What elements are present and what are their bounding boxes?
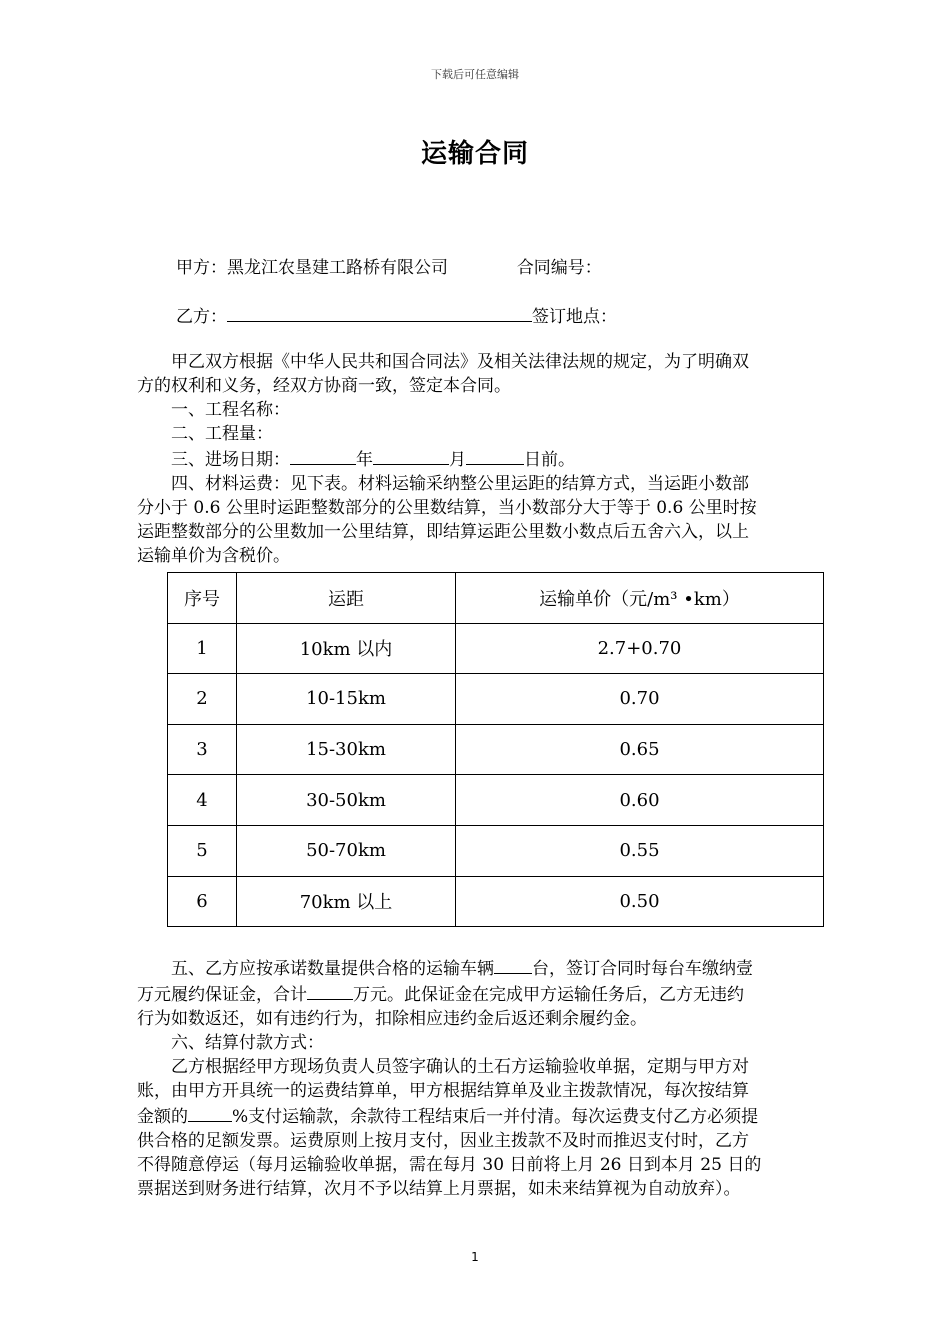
deposit-total-blank[interactable] [307, 981, 353, 1000]
item-freight-line-3: 运距整数部分的公里数加一公里结算，即结算运距公里数小数点后五舍六入，以上 [137, 522, 749, 542]
cell-distance: 10km 以内 [237, 623, 456, 674]
month-label: 月 [449, 450, 466, 470]
entry-date-month-blank[interactable] [373, 446, 449, 465]
cell-seq: 6 [168, 876, 237, 927]
entry-date-label: 三、进场日期： [171, 450, 290, 470]
item-freight-line-1: 四、材料运费：见下表。材料运输采纳整公里运距的结算方式，当运距小数部 [171, 474, 749, 494]
section5-text-a: 五、乙方应按承诺数量提供合格的运输车辆 [171, 959, 494, 979]
cell-unit-price: 2.7+0.70 [456, 623, 824, 674]
cell-unit-price: 0.65 [456, 724, 824, 775]
section5-text-b: 台，签订合同时每台车缴纳壹 [532, 959, 753, 979]
section5-text-d: 万元。此保证金在完成甲方运输任务后，乙方无违约 [353, 985, 744, 1005]
section6-line-2: 账，由甲方开具统一的运费结算单，甲方根据结算单及业主拨款情况，每次按结算 [137, 1081, 749, 1101]
entry-date-day-blank[interactable] [466, 446, 524, 465]
year-label: 年 [356, 450, 373, 470]
cell-distance: 15-30km [237, 724, 456, 775]
party-a-row [176, 256, 602, 280]
entry-date-year-blank[interactable] [290, 446, 356, 465]
section6-line-3 [137, 1103, 827, 1129]
cell-unit-price: 0.50 [456, 876, 824, 927]
section-5-and-6 [137, 955, 827, 1201]
cell-seq: 3 [168, 724, 237, 775]
sign-place-label: 签订地点： [532, 307, 617, 327]
header-seq: 序号 [168, 573, 237, 624]
cell-seq: 2 [168, 674, 237, 725]
section6-line-4: 供合格的足额发票。运费原则上按月支付，因业主拨款不及时而推迟支付时，乙方 [137, 1131, 749, 1151]
cell-seq: 4 [168, 775, 237, 826]
cell-unit-price: 0.70 [456, 674, 824, 725]
item-freight-line-4: 运输单价为含税价。 [137, 546, 290, 566]
table-row [168, 775, 824, 826]
header-unit-price: 运输单价（元/m³ •km） [456, 573, 824, 624]
table-row [168, 825, 824, 876]
section6-line-5: 不得随意停运（每月运输验收单据，需在每月 30 日前将上月 26 日到本月 25 日的 [137, 1155, 762, 1175]
document-title: 运输合同 [420, 139, 529, 169]
item-project-name: 一、工程名称： [171, 400, 290, 420]
day-label: 日前。 [524, 450, 575, 470]
item-quantity: 二、工程量： [171, 424, 273, 444]
section5-text-c: 万元履约保证金，合计 [137, 985, 307, 1005]
section6-heading: 六、结算付款方式： [171, 1033, 324, 1053]
intro-and-items [137, 350, 827, 568]
party-a-label: 甲方：黑龙江农垦建工路桥有限公司 [176, 258, 448, 278]
cell-seq: 1 [168, 623, 237, 674]
party-b-row [176, 303, 617, 329]
table-row [168, 623, 824, 674]
table-header-row [168, 573, 824, 624]
section5-line-2 [137, 981, 827, 1007]
cell-distance: 70km 以上 [237, 876, 456, 927]
item-freight-line-2: 分小于 0.6 公里时运距整数部分的公里数结算，当小数部分大于等于 0.6 公里时按 [137, 498, 757, 518]
payment-percent-blank[interactable] [188, 1103, 232, 1122]
cell-distance: 30-50km [237, 775, 456, 826]
freight-rate-table [167, 572, 824, 927]
page-number: 1 [471, 1250, 479, 1264]
cell-distance: 10-15km [237, 674, 456, 725]
cell-seq: 5 [168, 825, 237, 876]
intro-line-2: 方的权利和义务，经双方协商一致，签定本合同。 [137, 376, 511, 396]
cell-unit-price: 0.55 [456, 825, 824, 876]
cell-unit-price: 0.60 [456, 775, 824, 826]
section6-line-6: 票据送到财务进行结算，次月不予以结算上月票据，如未来结算视为自动放弃）。 [137, 1179, 741, 1199]
table-row [168, 724, 824, 775]
vehicle-count-blank[interactable] [494, 955, 532, 974]
section6-text-a: 金额的 [137, 1107, 188, 1127]
page-header-note: 下载后可任意编辑 [431, 68, 519, 81]
party-b-label: 乙方： [176, 307, 227, 327]
header-distance: 运距 [237, 573, 456, 624]
cell-distance: 50-70km [237, 825, 456, 876]
section6-line-1: 乙方根据经甲方现场负责人员签字确认的土石方运输验收单据，定期与甲方对 [171, 1057, 749, 1077]
section6-text-b: %支付运输款，余款待工程结束后一并付清。每次运费支付乙方必须提 [232, 1107, 759, 1127]
table-row [168, 674, 824, 725]
section5-line-1 [137, 955, 827, 981]
section5-line-3: 行为如数返还，如有违约行为，扣除相应违约金后返还剩余履约金。 [137, 1009, 647, 1029]
table-row [168, 876, 824, 927]
intro-line-1: 甲乙双方根据《中华人民共和国合同法》及相关法律法规的规定，为了明确双 [171, 352, 749, 372]
contract-no-label: 合同编号： [516, 258, 602, 278]
item-entry-date [137, 446, 827, 472]
party-b-blank[interactable] [227, 303, 532, 322]
